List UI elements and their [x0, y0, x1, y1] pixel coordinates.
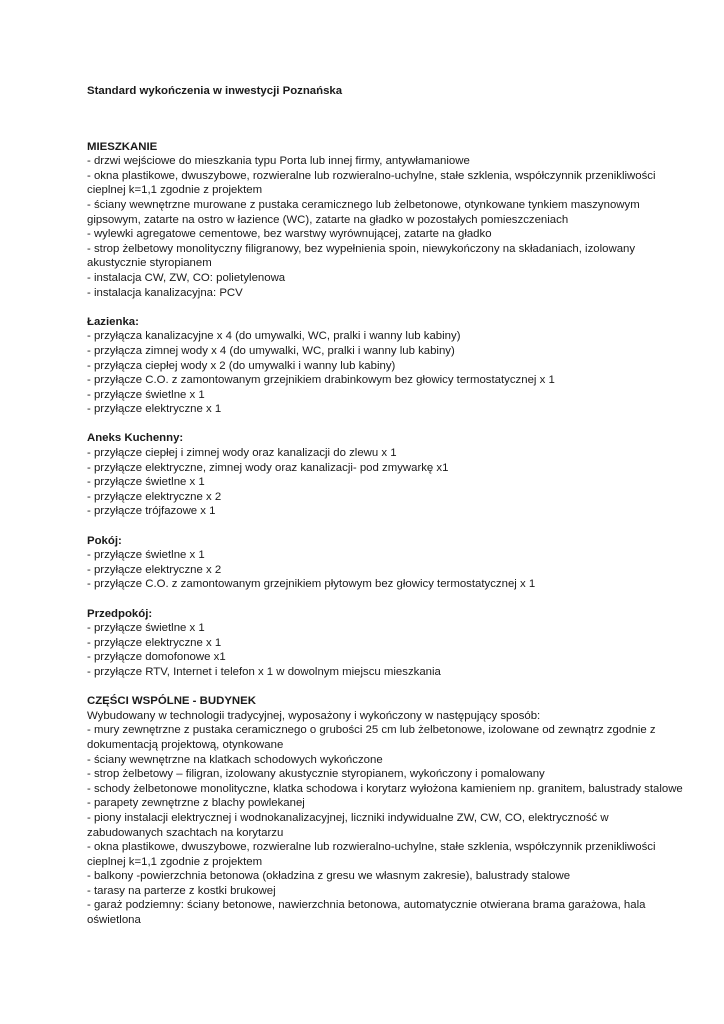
section-heading: Przedpokój:	[87, 607, 153, 620]
document-title: Standard wykończenia w inwestycji Poznańska	[87, 85, 343, 97]
list-item: - przyłącze elektryczne, zimnej wody oraz kanalizacji- pod zmywarkę x1	[87, 461, 449, 474]
section-intro: Wybudowany w technologii tradycyjnej, wyposażony i wykończony w następujący sposób:	[87, 709, 541, 722]
item-list	[87, 723, 687, 927]
section-aneks-kuchenny	[87, 431, 687, 519]
list-item: - przyłącze elektryczne x 2	[87, 563, 222, 576]
list-item: - przyłącze świetlne x 1	[87, 549, 205, 562]
list-item: - przyłącze świetlne x 1	[87, 622, 205, 635]
list-item: - przyłącza kanalizacyjne x 4 (do umywalki, WC, pralki i wanny lub kabiny)	[87, 330, 461, 343]
list-item: - parapety zewnętrzne z blachy powlekanej	[87, 797, 305, 810]
list-item: - przyłącze świetlne x 1	[87, 476, 205, 489]
list-item: - wylewki agregatowe cementowe, bez warstwy wyrównującej, zatarte na gładko	[87, 228, 492, 241]
list-item: - przyłącze C.O. z zamontowanym grzejnikiem płytowym bez głowicy termostatycznej x 1	[87, 578, 536, 591]
list-item: - instalacja CW, ZW, CO: polietylenowa	[87, 271, 286, 284]
list-item: - przyłącze RTV, Internet i telefon x 1 w dowolnym miejscu mieszkania	[87, 665, 441, 678]
list-item: - przyłącze elektryczne x 1	[87, 636, 222, 649]
item-list	[87, 154, 687, 300]
item-list	[87, 621, 687, 679]
list-item: - przyłącze świetlne x 1	[87, 388, 205, 401]
list-item: - przyłącze elektryczne x 2	[87, 490, 222, 503]
section-przedpokoj	[87, 607, 687, 680]
section-heading: Aneks Kuchenny:	[87, 432, 184, 445]
section-pokoj	[87, 534, 687, 592]
item-list	[87, 548, 687, 592]
list-item: - garaż podziemny: ściany betonowe, nawierzchnia betonowa, automatycznie otwierana brama garażowa, hala oświetlona	[87, 899, 646, 927]
list-item: - ściany wewnętrzne murowane z pustaka ceramicznego lub żelbetonowe, otynkowane tynkiem maszynowym gipsowym, zatarte na ostro w łazience (WC), zatarte na gładko w pozostałych pomieszczeniach	[87, 198, 640, 226]
document-page	[87, 84, 687, 928]
section-heading: MIESZKANIE	[87, 140, 158, 153]
item-list	[87, 446, 687, 519]
list-item: - schody żelbetonowe monolityczne, klatka schodowa i korytarz wyłożona kamieniem np. granitem, balustrady stalowe	[87, 782, 683, 795]
list-item: - okna plastikowe, dwuszybowe, rozwieralne lub rozwieralno-uchylne, stałe szklenia, współczynnik przenikliwości cieplnej k=1,1 zgodnie z projektem	[87, 841, 656, 868]
section-mieszkanie	[87, 140, 687, 301]
list-item: - drzwi wejściowe do mieszkania typu Porta lub innej firmy, antywłamaniowe	[87, 155, 470, 168]
list-item: - przyłącze trójfazowe x 1	[87, 505, 216, 518]
section-lazienka	[87, 315, 687, 417]
list-item: - przyłącze domofonowe x1	[87, 651, 226, 664]
list-item: - przyłącza zimnej wody x 4 (do umywalki, WC, pralki i wanny lub kabiny)	[87, 344, 455, 357]
list-item: - okna plastikowe, dwuszybowe, rozwieralne lub rozwieralno-uchylne, stałe szklenia, współczynnik przenikliwości cieplnej k=1,1 zgodnie z projektem	[87, 169, 656, 197]
list-item: - przyłącze elektryczne x 1	[87, 403, 222, 416]
section-heading: CZĘŚCI WSPÓLNE - BUDYNEK	[87, 695, 256, 708]
list-item: - przyłącza ciepłej wody x 2 (do umywalki i wanny lub kabiny)	[87, 359, 396, 372]
list-item: - piony instalacji elektrycznej i wodnokanalizacyjnej, liczniki indywidualne ZW, CW, CO, elektryczność w zabudowanych szachtach na korytarzu	[87, 811, 609, 839]
section-heading: Łazienka:	[87, 315, 139, 328]
section-heading: Pokój:	[87, 534, 122, 547]
list-item: - balkony -powierzchnia betonowa (okładzina z gresu we własnym zakresie), balustrady stalowe	[87, 870, 571, 883]
list-item: - przyłącze ciepłej i zimnej wody oraz kanalizacji do zlewu x 1	[87, 447, 397, 460]
list-item: - ściany wewnętrzne na klatkach schodowych wykończone	[87, 753, 383, 766]
section-czesci-wspolne	[87, 694, 687, 928]
list-item: - strop żelbetowy monolityczny filigranowy, bez wypełnienia spoin, niewykończony na składaniach, izolowany akustycznie styropianem	[87, 242, 636, 270]
list-item: - mury zewnętrzne z pustaka ceramicznego o grubości 25 cm lub żelbetonowe, izolowane od zewnątrz zgodnie z dokumentacją projektową, otynkowane	[87, 724, 656, 751]
list-item: - tarasy na parterze z kostki brukowej	[87, 884, 276, 897]
item-list	[87, 329, 687, 417]
list-item: - przyłącze C.O. z zamontowanym grzejnikiem drabinkowym bez głowicy termostatycznej x 1	[87, 374, 555, 387]
list-item: - strop żelbetowy – filigran, izolowany akustycznie styropianem, wykończony i pomalowany	[87, 768, 545, 781]
list-item: - instalacja kanalizacyjna: PCV	[87, 286, 243, 299]
